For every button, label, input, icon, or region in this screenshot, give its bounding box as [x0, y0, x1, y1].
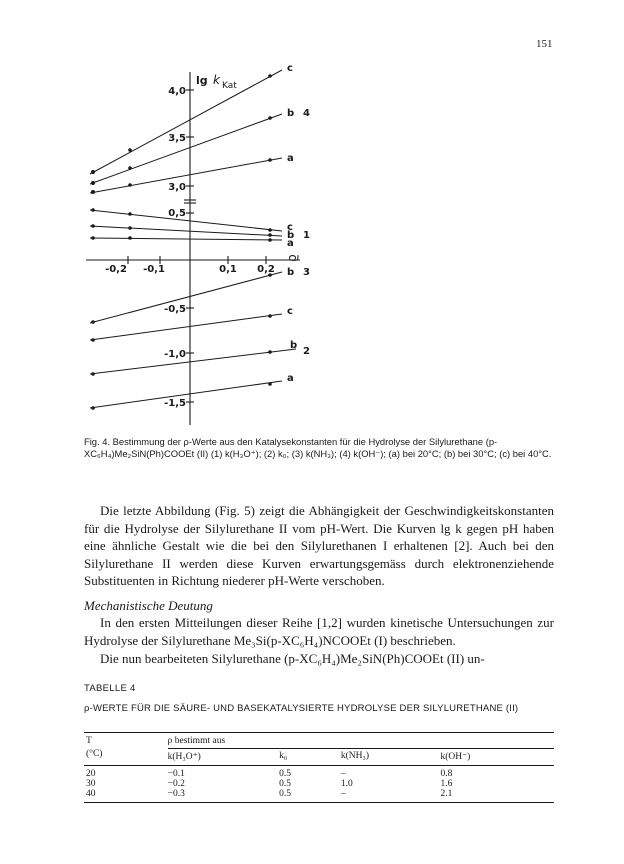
- column-header: k(NH₃): [340, 751, 369, 761]
- line-label: a: [287, 238, 294, 249]
- y-tick-label: -1,0: [164, 349, 186, 360]
- group-label: 1: [303, 230, 310, 241]
- table-caption: ρ-WERTE FÜR DIE SÄURE- UND BASEKATALYSIERTE HYDROLYSE DER SILYLURETHANE (II): [84, 703, 519, 714]
- column-header: k(OH⁻): [440, 752, 471, 762]
- table-title: TABELLE 4: [84, 683, 136, 694]
- line-3b: [90, 272, 282, 323]
- column-header: k₀: [279, 751, 288, 761]
- y-axis-label-sub: Kat: [222, 81, 237, 91]
- table-head-unit: (°C): [86, 748, 103, 759]
- paragraph-2: In den ersten Mitteilungen dieser Reihe [1,2] wurden kinetische Untersuchungen zur Hydrolyse der Silylurethane Me₃Si(p-XC₆H₄)NCOOEt (I) beschrieben.: [84, 615, 554, 648]
- rho-table: [84, 732, 554, 803]
- x-tick-label: -0,1: [143, 264, 165, 275]
- line-2c: [90, 314, 282, 340]
- section-heading: Mechanistische Deutung: [84, 598, 213, 613]
- figure-caption: Fig. 4. Bestimmung der ρ-Werte aus den Katalysekonstanten für die Hydrolyse der Silylurethane (p-XC₆H₄)Me₂SiN(Ph)COOEt (II) (1) k(H₃O⁺); (2) k₀; (3) k(NH₃); (4) k(OH⁻); (a) bei 20°C; (b) bei 30°C; (c) bei 40°C.: [84, 436, 552, 459]
- table-row: 40 −0.3 0.5 – 2.1: [84, 789, 554, 803]
- table-row: 20 −0.1 0.5 – 0.8: [86, 769, 453, 779]
- y-tick-label: 3,5: [168, 133, 186, 144]
- line-label: a: [287, 373, 294, 384]
- group-label: 2: [303, 346, 310, 357]
- line-label: c: [287, 63, 293, 74]
- line-label: a: [287, 153, 294, 164]
- line-4b: [90, 114, 282, 184]
- line-4c: [90, 70, 282, 174]
- y-tick-label: 3,0: [168, 182, 186, 193]
- y-axis-label-lg: lg: [196, 74, 208, 87]
- group-label: 3: [303, 267, 310, 278]
- table-head-group: ρ bestimmt aus: [168, 733, 554, 749]
- y-tick-label: -0,5: [164, 304, 186, 315]
- y-tick-label: 0,5: [168, 208, 186, 219]
- line-4a: [90, 158, 282, 193]
- paragraph-1: Die letzte Abbildung (Fig. 5) zeigt die Abhängigkeit der Geschwindigkeitskonstanten für die Hydrolyse der Silylurethane II vom pH-Wert. Die Kurven lg k gegen pH haben eine ähnliche Gestalt wie die bei den Silylurethanen I erhaltenen [2]. Auch bei den Silylurethane II werden diese Kurven erwartungsgemäss durch elektronenziehende Substituenten in Richtung niederer pH-Werte verschoben.: [84, 503, 554, 589]
- group-label: 4: [303, 108, 310, 119]
- x-tick-label: 0,1: [219, 264, 237, 275]
- y-axis-label-k: k: [213, 73, 220, 87]
- line-label: c: [287, 222, 293, 233]
- line-1a: [90, 238, 282, 240]
- x-axis-symbol: ϱ: [285, 254, 299, 262]
- y-tick-label: -1,5: [164, 398, 186, 409]
- line-2a: [90, 381, 282, 408]
- line-label: b: [290, 340, 298, 351]
- x-tick-label: -0,2: [105, 264, 127, 275]
- page-number: 151: [536, 38, 553, 50]
- y-tick-label: 4,0: [168, 86, 186, 97]
- line-label: b: [287, 230, 295, 241]
- line-label: c: [287, 306, 293, 317]
- table-head-T: T: [86, 736, 92, 746]
- line-label: b: [287, 267, 295, 278]
- x-tick-label: 0,2: [257, 264, 275, 275]
- table-row: 30 −0.2 0.5 1.0 1.6: [86, 779, 453, 789]
- column-header: k(H₃O⁺): [167, 752, 201, 762]
- paragraph-3: Die nun bearbeiteten Silylurethane (p-XC₆H₄)Me₂SiN(Ph)COOEt (II) un-: [100, 651, 485, 666]
- line-label: b: [287, 108, 295, 119]
